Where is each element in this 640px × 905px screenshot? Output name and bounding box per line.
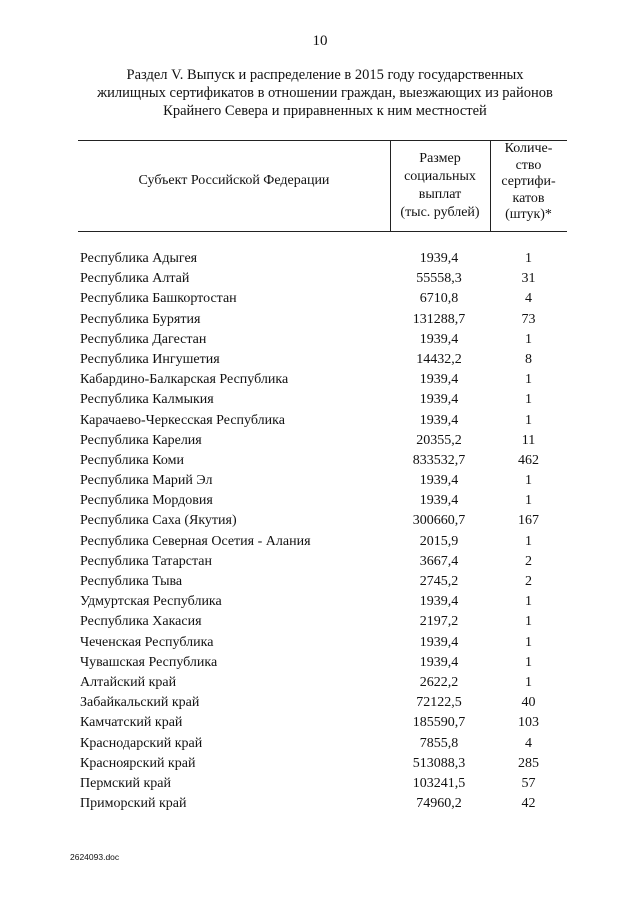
row-amount: 1939,4: [419, 251, 459, 266]
row-count: 57: [521, 775, 536, 791]
header-amount-line: Размер: [419, 151, 461, 166]
row-subject: Республика Саха (Якутия): [80, 513, 237, 529]
row-subject: Удмуртская Республика: [80, 594, 222, 610]
row-amount: 300660,7: [412, 513, 466, 529]
row-count: 73: [521, 311, 536, 327]
row-subject: Республика Адыгея: [80, 251, 198, 266]
table-row: [0, 794, 640, 814]
row-subject: Республика Карелия: [80, 432, 202, 448]
row-count: 1: [525, 412, 532, 428]
header-count-line: ство: [515, 157, 542, 173]
row-subject: Республика Алтай: [80, 271, 190, 287]
row-count: 40: [521, 695, 536, 711]
row-amount: 2622,2: [419, 674, 459, 690]
header-bottom-rule: [78, 231, 567, 232]
row-subject: Республика Дагестан: [80, 331, 207, 347]
row-subject: Пермский край: [80, 775, 171, 791]
row-amount: 20355,2: [416, 432, 462, 448]
row-count: 4: [525, 735, 532, 751]
table-row: [0, 451, 640, 471]
table-row: [0, 612, 640, 632]
table-row: [0, 532, 640, 552]
header-amount: [390, 150, 490, 222]
row-count: 11: [521, 432, 536, 448]
row-count: 1: [525, 614, 532, 630]
row-subject: Красноярский край: [80, 755, 196, 771]
row-subject: Республика Коми: [80, 452, 184, 468]
header-count: [490, 141, 567, 224]
row-count: 1: [525, 654, 532, 670]
table-row: [0, 713, 640, 733]
section-title-line: Крайнего Севера и приравненных к ним местностей: [163, 103, 487, 119]
row-amount: 1939,4: [419, 493, 459, 509]
row-count: 1: [525, 392, 532, 408]
row-amount: 103241,5: [412, 775, 466, 791]
row-amount: 1939,4: [419, 473, 459, 489]
row-amount: 1939,4: [419, 331, 459, 347]
header-count-line: (штук)*: [505, 207, 552, 222]
table-row: [0, 774, 640, 794]
row-count: 1: [525, 372, 532, 388]
row-amount: 1939,4: [419, 412, 459, 428]
row-amount: 14432,2: [416, 351, 462, 367]
row-subject: Республика Тыва: [80, 574, 183, 589]
table-row: [0, 592, 640, 612]
row-amount: 1939,4: [419, 594, 459, 610]
row-subject: Карачаево-Черкесская Республика: [80, 412, 285, 428]
row-amount: 2015,9: [419, 533, 459, 549]
header-amount-line: выплат: [418, 187, 462, 202]
row-subject: Приморский край: [80, 796, 187, 812]
row-subject: Республика Северная Осетия - Алания: [80, 533, 311, 549]
table-row: [0, 431, 640, 451]
row-amount: 6710,8: [419, 291, 459, 307]
header-amount-line: (тыс. рублей): [400, 205, 480, 220]
header-count-line: катов: [512, 190, 545, 206]
table-row: [0, 350, 640, 370]
table-row: [0, 370, 640, 390]
row-amount: 2197,2: [419, 614, 459, 630]
table-row: [0, 653, 640, 673]
row-subject: Республика Марий Эл: [80, 473, 213, 489]
row-count: 4: [525, 291, 532, 307]
row-subject: Забайкальский край: [80, 695, 200, 711]
table-row: [0, 633, 640, 653]
footer-file-name: 2624093.doc: [70, 852, 120, 862]
row-count: 1: [525, 493, 532, 509]
row-amount: 1939,4: [419, 634, 459, 650]
row-amount: 1939,4: [419, 372, 459, 388]
row-count: 103: [518, 715, 539, 731]
row-count: 285: [518, 755, 539, 771]
header-count-line: сертифи-: [501, 174, 556, 189]
row-count: 1: [525, 251, 532, 266]
row-subject: Республика Мордовия: [80, 493, 213, 509]
table-row: [0, 289, 640, 309]
row-count: 1: [525, 533, 532, 549]
row-amount: 74960,2: [416, 796, 462, 812]
row-amount: 513088,3: [412, 755, 466, 771]
table-row: [0, 552, 640, 572]
row-subject: Камчатский край: [80, 715, 183, 731]
table-row: [0, 572, 640, 592]
row-subject: Республика Калмыкия: [80, 392, 214, 408]
row-subject: Алтайский край: [80, 674, 177, 690]
row-count: 31: [521, 271, 536, 287]
table-row: [0, 310, 640, 330]
table-row: [0, 754, 640, 774]
header-subject: Субъект Российской Федерации: [138, 173, 330, 188]
row-count: 8: [525, 351, 532, 367]
table-row: [0, 491, 640, 511]
row-count: 1: [525, 594, 532, 610]
section-title-line: Раздел V. Выпуск и распределение в 2015 году государственных: [126, 67, 524, 83]
row-amount: 1939,4: [419, 392, 459, 408]
row-amount: 131288,7: [412, 311, 466, 327]
row-amount: 7855,8: [419, 735, 459, 751]
row-amount: 72122,5: [416, 695, 462, 711]
table-row: [0, 673, 640, 693]
section-title-line: жилищных сертификатов в отношении граждан, выезжающих из районов: [97, 85, 553, 101]
row-count: 462: [518, 452, 539, 468]
row-subject: Республика Башкортостан: [80, 291, 237, 307]
page-number: 10: [312, 33, 328, 49]
row-subject: Кабардино-Балкарская Республика: [80, 372, 289, 388]
row-count: 1: [525, 331, 532, 347]
table-row: [0, 411, 640, 431]
row-count: 1: [525, 634, 532, 650]
row-amount: 2745,2: [419, 574, 459, 589]
row-count: 2: [525, 553, 532, 569]
row-subject: Республика Бурятия: [80, 311, 201, 327]
row-subject: Республика Ингушетия: [80, 351, 220, 367]
row-count: 2: [525, 574, 532, 589]
row-subject: Республика Хакасия: [80, 614, 202, 630]
row-subject: Чувашская Республика: [80, 654, 218, 670]
table-row: [0, 269, 640, 289]
row-amount: 833532,7: [412, 452, 466, 468]
table-row: [0, 330, 640, 350]
row-subject: Краснодарский край: [80, 735, 203, 751]
row-count: 1: [525, 473, 532, 489]
row-count: 167: [518, 513, 539, 529]
header-count-line: Количе-: [504, 141, 553, 156]
row-count: 42: [521, 796, 536, 812]
table-row: [0, 734, 640, 754]
table-row: [0, 511, 640, 531]
table-row: [0, 693, 640, 713]
row-count: 1: [525, 674, 532, 690]
row-subject: Чеченская Республика: [80, 634, 214, 650]
row-amount: 55558,3: [416, 271, 462, 287]
table-row: [0, 471, 640, 491]
section-title: [90, 66, 560, 120]
row-subject: Республика Татарстан: [80, 553, 213, 569]
table-body: [0, 249, 640, 814]
row-amount: 185590,7: [412, 715, 466, 731]
table-row: [0, 390, 640, 410]
table-row: [0, 249, 640, 269]
header-amount-line: социальных: [404, 169, 476, 184]
row-amount: 3667,4: [419, 553, 459, 569]
row-amount: 1939,4: [419, 654, 459, 670]
